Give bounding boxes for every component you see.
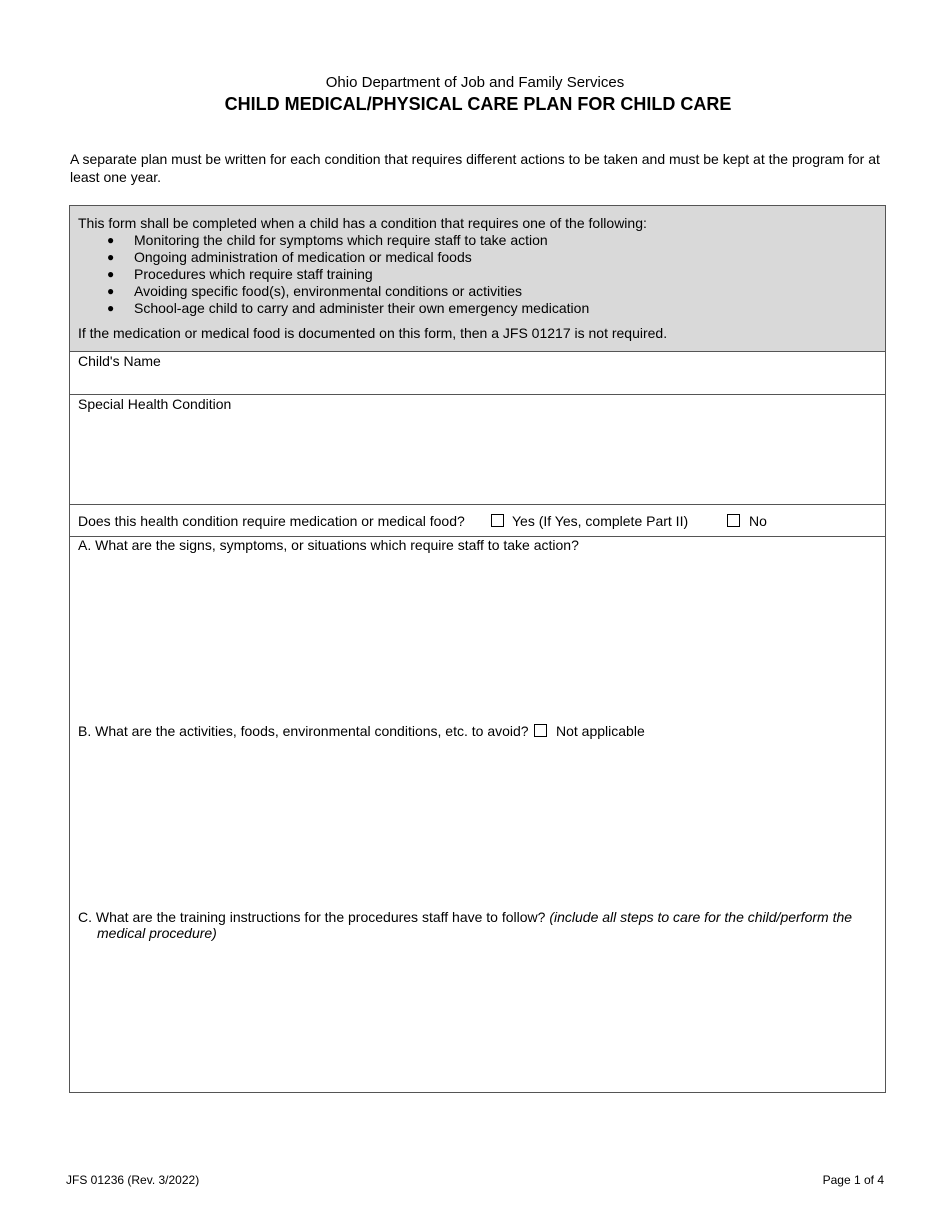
bullet-icon: ●: [107, 250, 115, 264]
list-item: ● Procedures which require staff training: [107, 266, 373, 282]
care-plan-form: [69, 205, 886, 1093]
list-item: ● Monitoring the child for symptoms which require staff to take action: [107, 232, 548, 248]
question-b-label: B. What are the activities, foods, environmental conditions, etc. to avoid?: [78, 723, 529, 739]
intro-text: A separate plan must be written for each condition that requires different actions to be taken and must be kept at the program for at least one year.: [70, 151, 880, 185]
question-c-hint-continued: medical procedure): [97, 925, 217, 941]
medication-question-label: Does this health condition require medication or medical food?: [78, 513, 465, 529]
bullet-icon: ●: [107, 267, 115, 281]
agency-name: Ohio Department of Job and Family Services: [325, 74, 625, 91]
question-a-label: A. What are the signs, symptoms, or situations which require staff to take action?: [78, 537, 579, 553]
requirement-list: [70, 232, 589, 317]
list-item: ● Avoiding specific food(s), environmental conditions or activities: [107, 283, 523, 299]
not-applicable-label: Not applicable: [556, 723, 645, 739]
not-applicable-checkbox[interactable]: [534, 724, 547, 737]
divider: [70, 504, 885, 505]
list-item: ● School-age child to carry and administer their own emergency medication: [107, 300, 590, 316]
bullet-icon: ●: [107, 284, 115, 298]
instructions-note: If the medication or medical food is documented on this form, then a JFS 01217 is not required.: [78, 325, 668, 341]
page-number: Page 1 of 4: [822, 1173, 884, 1187]
no-option-label: No: [749, 513, 767, 529]
form-title: CHILD MEDICAL/PHYSICAL CARE PLAN FOR CHILD CARE: [224, 94, 732, 114]
instructions-lead: This form shall be completed when a child has a condition that requires one of the following:: [78, 215, 647, 231]
question-c-label: [78, 909, 878, 925]
bullet-icon: ●: [107, 233, 115, 247]
question-c-hint: (include all steps to care for the child/perform the: [549, 909, 853, 925]
yes-option-label: Yes (If Yes, complete Part II): [512, 513, 689, 529]
form-number: JFS 01236 (Rev. 3/2022): [66, 1173, 200, 1187]
question-c-text: C. What are the training instructions for the procedures staff have to follow?: [78, 909, 546, 925]
list-item: ● Ongoing administration of medication or medical foods: [107, 249, 472, 265]
no-checkbox[interactable]: [727, 514, 740, 527]
bullet-icon: ●: [107, 301, 115, 315]
divider: [70, 394, 885, 395]
instructions-section: [70, 206, 885, 352]
special-health-condition-label: Special Health Condition: [78, 396, 232, 412]
childs-name-label: Child's Name: [78, 353, 161, 369]
yes-checkbox[interactable]: [491, 514, 504, 527]
